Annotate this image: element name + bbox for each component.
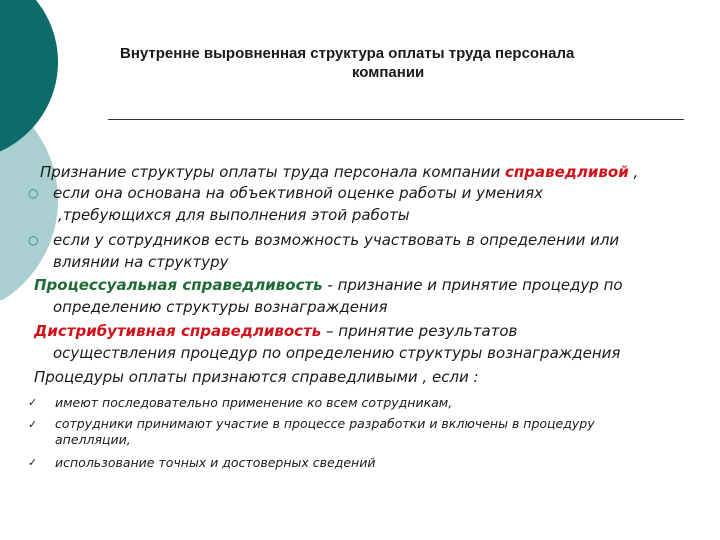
title-line-2: компании xyxy=(352,64,425,81)
checklist-item-2: сотрудники принимают участие в процессе разработки и включены в процедуру xyxy=(55,416,595,431)
procedures-intro: Процедуры оплаты признаются справедливыми , если : xyxy=(34,368,479,386)
condition-2-line-1: если у сотрудников есть возможность участвовать в определении или xyxy=(53,231,620,249)
checklist-item-2-line-2: апелляции, xyxy=(55,432,131,447)
checkmark-icon: ✓ xyxy=(28,418,38,431)
condition-1-line-2: ,требующихся для выполнения этой работы xyxy=(58,206,410,224)
distributive-term: Дистрибутивная справедливость xyxy=(34,322,322,340)
checklist-item-3: использование точных и достоверных сведений xyxy=(55,455,376,470)
procedural-line-2: определению структуры вознаграждения xyxy=(53,298,388,316)
intro-text: Признание структуры оплаты труда персонала компании справедливой , xyxy=(40,163,639,181)
procedural-term: Процессуальная справедливость xyxy=(34,276,323,294)
title-divider xyxy=(108,119,684,120)
distributive-justice: Дистрибутивная справедливость – принятие результатов xyxy=(34,322,518,340)
checkmark-icon: ✓ xyxy=(28,456,38,469)
distributive-line-2: осуществления процедур по определению структуры вознаграждения xyxy=(53,344,621,362)
hollow-circle-icon: ○ xyxy=(28,233,39,247)
checkmark-icon: ✓ xyxy=(28,396,38,409)
condition-1-line-1: если она основана на объективной оценке работы и умениях xyxy=(53,184,544,202)
hollow-circle-icon: ○ xyxy=(28,186,39,200)
checklist-item-1: имеют последовательно применение ко всем сотрудникам, xyxy=(55,395,453,410)
procedural-justice: Процессуальная справедливость - признание и принятие процедур по xyxy=(34,276,623,294)
emphasis-fair: справедливой xyxy=(505,163,629,181)
title-line-1: Внутренне выровненная структура оплаты труда персонала xyxy=(120,45,575,62)
condition-2-line-2: влиянии на структуру xyxy=(53,253,229,271)
